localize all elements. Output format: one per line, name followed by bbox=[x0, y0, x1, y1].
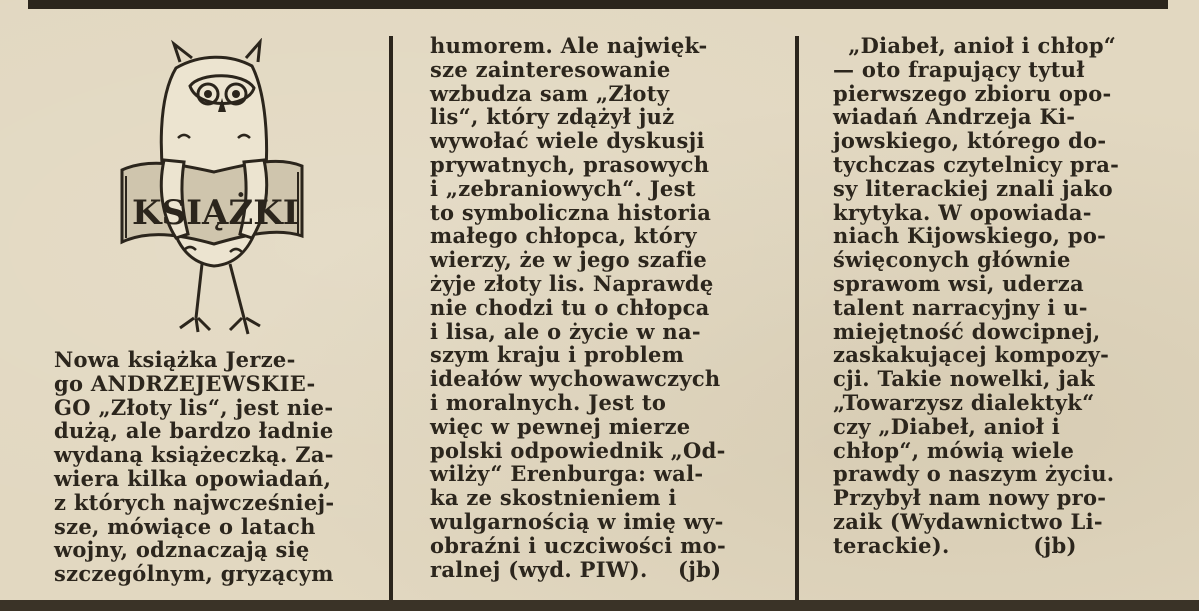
text-line: ralnej (wyd. PIW). (jb) bbox=[430, 556, 722, 582]
text-line: żyje złoty lis. Naprawdę bbox=[430, 270, 714, 296]
bottom-edge bbox=[0, 600, 1199, 611]
text-line: ideałów wychowawczych bbox=[430, 366, 721, 392]
text-line: — oto frapujący tytuł bbox=[833, 56, 1085, 82]
text-line: małego chłopca, który bbox=[430, 223, 697, 249]
text-line: „Diabeł, anioł i chłop“ bbox=[833, 33, 1117, 58]
text-line: wywołać wiele dyskusji bbox=[430, 128, 705, 154]
text-line: święconych głównie bbox=[833, 247, 1071, 273]
text-line: wydaną książeczką. Za- bbox=[54, 442, 334, 468]
text-line: obraźni i uczciwości mo- bbox=[430, 532, 727, 558]
text-line: to symboliczna historia bbox=[430, 199, 712, 225]
text-line: wiadań Andrzeja Ki- bbox=[833, 104, 1076, 130]
text-line: więc w pewnej mierze bbox=[430, 413, 691, 439]
text-line: prawdy o naszym życiu. bbox=[833, 461, 1115, 487]
text-line: nie chodzi tu o chłopca bbox=[430, 294, 710, 320]
text-line: polski odpowiednik „Od- bbox=[430, 437, 726, 463]
text-line: terackie). (jb) bbox=[833, 532, 1077, 558]
text-line: i „zebraniowych“. Jest bbox=[430, 175, 696, 201]
text-line: wierzy, że w jego szafie bbox=[430, 247, 708, 273]
text-line: szym kraju i problem bbox=[430, 342, 685, 368]
text-line: sze zainteresowanie bbox=[430, 56, 671, 82]
text-line: talent narracyjny i u- bbox=[833, 294, 1088, 320]
text-line: sze, mówiące o latach bbox=[54, 513, 316, 539]
text-line: jowskiego, którego do- bbox=[833, 128, 1107, 154]
text-line: zaskakującej kompozy- bbox=[833, 342, 1110, 368]
column-divider bbox=[795, 36, 799, 606]
text-line: chłop“, mówią wiele bbox=[833, 437, 1075, 463]
text-line: Przybył nam nowy pro- bbox=[833, 485, 1107, 511]
text-line: go ANDRZEJEWSKIE- bbox=[54, 370, 316, 396]
article-column-2 bbox=[430, 34, 726, 581]
text-line: zaik (Wydawnictwo Li- bbox=[833, 508, 1103, 534]
text-line: wulgarnością w imię wy- bbox=[430, 508, 724, 534]
article-column-3 bbox=[833, 34, 1119, 558]
text-line: sy literackiej znali jako bbox=[833, 175, 1113, 201]
text-line: i lisa, ale o życie w na- bbox=[430, 318, 701, 344]
text-line: humorem. Ale najwięk- bbox=[430, 33, 708, 58]
text-line: pierwszego zbioru opo- bbox=[833, 80, 1112, 106]
logo-text: KSIĄŻKI bbox=[132, 193, 299, 233]
text-line: z których najwcześniej- bbox=[54, 489, 335, 515]
text-line: cji. Takie nowelki, jak bbox=[833, 366, 1095, 392]
text-line: prywatnych, prasowych bbox=[430, 151, 710, 177]
column-divider bbox=[389, 36, 393, 606]
owl-icon bbox=[118, 38, 308, 338]
text-line: lis“, który zdążył już bbox=[430, 104, 675, 130]
text-line: sprawom wsi, uderza bbox=[833, 270, 1084, 296]
text-line: „Towarzysz dialektyk“ bbox=[833, 389, 1095, 415]
text-line: miejętność dowcipnej, bbox=[833, 318, 1101, 344]
text-line: wiera kilka opowiadań, bbox=[54, 465, 332, 491]
top-rule bbox=[28, 0, 1168, 9]
article-column-1 bbox=[54, 348, 334, 586]
books-logo bbox=[118, 38, 308, 338]
text-line: GO „Złoty lis“, jest nie- bbox=[54, 394, 334, 420]
text-line: ka ze skostnieniem i bbox=[430, 485, 677, 511]
text-line: szczególnym, gryzącym bbox=[54, 561, 334, 587]
text-line: tychczas czytelnicy pra- bbox=[833, 151, 1120, 177]
text-line: wzbudza sam „Złoty bbox=[430, 80, 670, 106]
text-line: czy „Diabeł, anioł i bbox=[833, 413, 1061, 439]
text-line: krytyka. W opowiada- bbox=[833, 199, 1092, 225]
text-line: wojny, odznaczają się bbox=[54, 537, 310, 563]
text-line: dużą, ale bardzo ładnie bbox=[54, 418, 334, 444]
text-line: niach Kijowskiego, po- bbox=[833, 223, 1107, 249]
text-line: i moralnych. Jest to bbox=[430, 389, 667, 415]
text-line: wilży“ Erenburga: wal- bbox=[430, 461, 704, 487]
text-line: Nowa książka Jerze- bbox=[54, 347, 296, 372]
